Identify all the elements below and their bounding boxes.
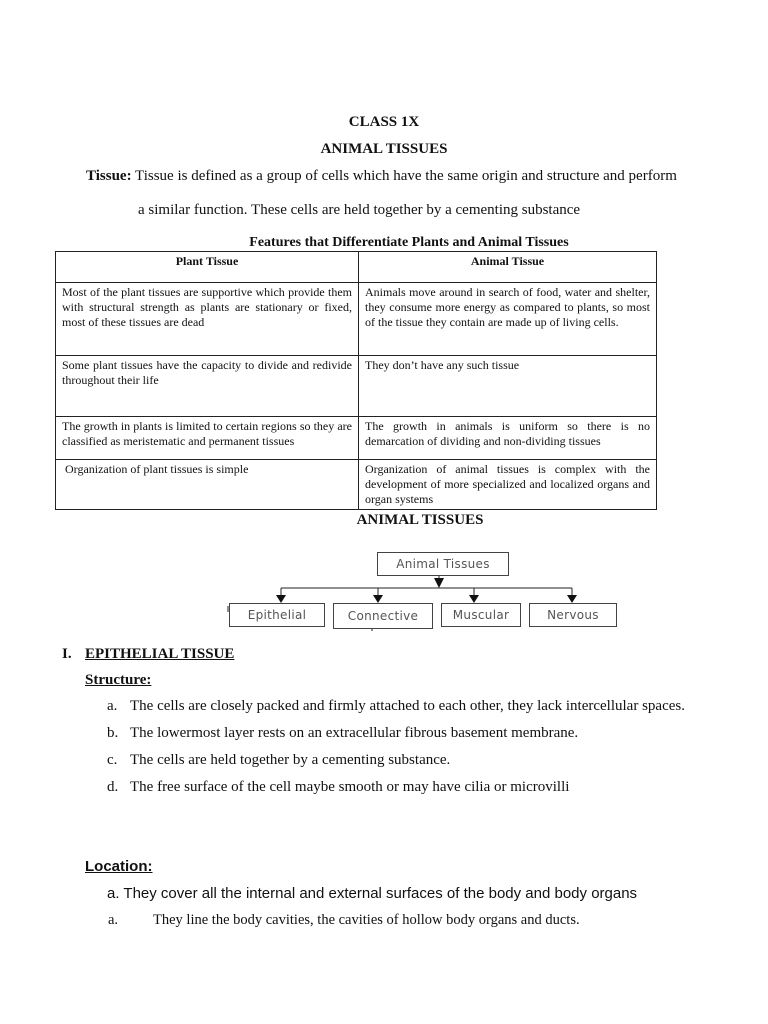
- arrow-down-icon: [276, 595, 286, 603]
- table-cell: Organization of animal tissues is complex with the development of more specialized and localized organs and organ systems: [359, 460, 657, 510]
- list-letter: b.: [107, 725, 119, 741]
- diagram-title: ANIMAL TISSUES: [356, 512, 484, 528]
- page-title: ANIMAL TISSUES: [320, 141, 448, 157]
- list-item: [107, 779, 569, 796]
- list-item: [107, 725, 578, 742]
- list-item: [107, 698, 685, 715]
- location-label: Location:: [85, 858, 153, 875]
- table-cell: They don’t have any such tissue: [359, 356, 657, 417]
- list-text: The cells are closely packed and firmly attached to each other, they lack intercellular spaces.: [130, 698, 685, 714]
- list-text: The cells are held together by a cementing substance.: [130, 752, 451, 768]
- definition-term: Tissue:: [86, 168, 132, 184]
- list-item: [107, 752, 450, 769]
- list-text: The lowermost layer rests on an extracellular fibrous basement membrane.: [130, 725, 579, 741]
- table-cell: The growth in plants is limited to certain regions so they are classified as meristematic and permanent tissues: [56, 417, 359, 460]
- table-cell: Some plant tissues have the capacity to divide and redivide throughout their life: [56, 356, 359, 417]
- list-letter: d.: [107, 779, 119, 795]
- table-caption: Features that Differentiate Plants and Animal Tissues: [249, 235, 569, 250]
- location-item: a. They cover all the internal and external surfaces of the body and body organs: [107, 885, 638, 902]
- table-cell: The growth in animals is uniform so there is no demarcation of dividing and non-dividing tissues: [359, 417, 657, 460]
- location-item: [108, 912, 580, 929]
- tissue-definition-line2: a similar function. These cells are held together by a cementing substance: [138, 202, 581, 218]
- structure-label: Structure:: [85, 672, 152, 688]
- section-number: I.: [62, 646, 72, 662]
- table-cell: Organization of plant tissues is simple: [56, 460, 359, 510]
- diagram-node-epithelial: Epithelial: [229, 603, 325, 627]
- diagram-node-muscular: Muscular: [441, 603, 521, 627]
- class-title: CLASS 1X: [348, 114, 420, 130]
- diagram-root-node: Animal Tissues: [377, 552, 509, 576]
- list-letter: a.: [107, 698, 118, 714]
- list-text: The free surface of the cell maybe smooth or may have cilia or microvilli: [130, 779, 570, 795]
- table-cell: Animals move around in search of food, water and shelter, they consume more energy as compared to plants, so most of the tissue they contain are made up of living cells.: [359, 283, 657, 356]
- header-animal-tissue: Animal Tissue: [359, 252, 657, 283]
- arrow-down-icon: [469, 595, 479, 603]
- arrow-down-icon: [567, 595, 577, 603]
- list-text: They line the body cavities, the cavities of hollow body organs and ducts.: [153, 912, 580, 928]
- header-plant-tissue: Plant Tissue: [56, 252, 359, 283]
- arrow-down-icon: [373, 595, 383, 603]
- definition-text-1: Tissue is defined as a group of cells which have the same origin and structure and perform: [131, 168, 677, 184]
- diagram-node-nervous: Nervous: [529, 603, 617, 627]
- list-letter: c.: [107, 752, 118, 768]
- table-cell: Most of the plant tissues are supportive which provide them with structural strength as plants are stationary or fixed, most of these tissues are dead: [56, 283, 359, 356]
- section-heading: [62, 646, 234, 663]
- section-title: EPITHELIAL TISSUE: [85, 646, 235, 662]
- diagram-node-connective: Connective: [333, 603, 433, 629]
- list-letter: a.: [108, 912, 119, 928]
- arrow-down-icon: [434, 578, 444, 588]
